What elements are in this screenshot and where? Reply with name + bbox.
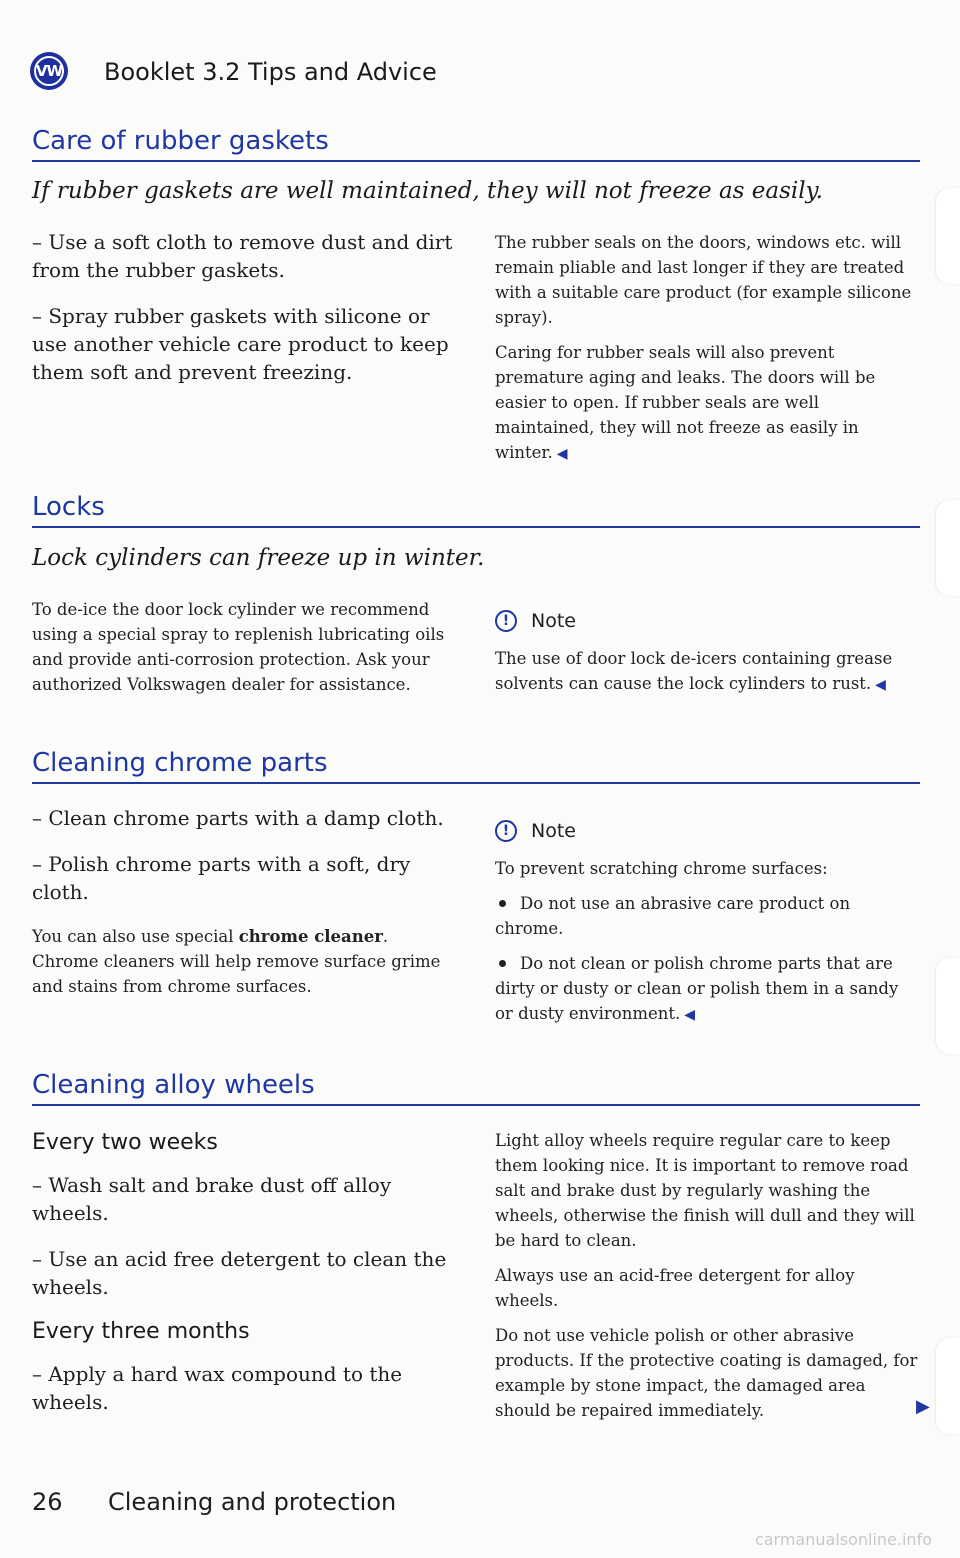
alloy-left-column (32, 1130, 457, 1434)
chrome-note (495, 820, 920, 1038)
alloy-subheading: Every three months (32, 1319, 250, 1344)
chrome-note-item: Do not use an abrasive care product on chrome. (495, 894, 851, 938)
end-marker-icon: ◀ (556, 446, 568, 462)
exclamation-circle-icon: ! (495, 610, 517, 632)
section-title-chrome: Cleaning chrome parts (32, 748, 328, 778)
chapter-title: Cleaning and protection (108, 1488, 397, 1516)
alloy-subheading: Every two weeks (32, 1130, 218, 1155)
chrome-left-column (32, 804, 457, 1009)
note-heading: ! Note (495, 820, 920, 842)
note-heading: ! Note (495, 610, 920, 632)
alloy-right-column (495, 1128, 920, 1433)
chrome-note-item: Do not clean or polish chrome parts that are dirty or dusty or clean or polish them in a sandy or dusty environment. ◀ (495, 954, 899, 1023)
chrome-bullet: – Clean chrome parts with a damp cloth. (32, 806, 444, 830)
section-title-locks: Locks (32, 492, 105, 522)
alloy-paragraph: Do not use vehicle polish or other abrasive products. If the protective coating is damaged, for example by stone impact, the damaged area should be repaired immediately. (495, 1326, 918, 1420)
section-rule (32, 782, 920, 784)
watermark: carmanualsonline.info (754, 1530, 932, 1549)
chrome-bullet: – Polish chrome parts with a soft, dry cloth. (32, 852, 411, 904)
section-rule (32, 160, 920, 162)
page-tab (936, 500, 960, 596)
booklet-header: Booklet 3.2 Tips and Advice (104, 58, 437, 86)
alloy-bullet: – Apply a hard wax compound to the wheels. (32, 1362, 403, 1414)
page-tab (936, 958, 960, 1054)
section-rule (32, 1104, 920, 1106)
gaskets-right-column (495, 230, 920, 477)
page-number: 26 (32, 1488, 63, 1516)
page-tab (936, 1338, 960, 1434)
bullet-dot-icon (499, 900, 506, 907)
locks-left-column (32, 597, 457, 707)
vw-logo-icon: VW (30, 52, 68, 90)
section-title-alloy: Cleaning alloy wheels (32, 1070, 315, 1100)
chrome-note-intro: To prevent scratching chrome surfaces: (495, 859, 828, 878)
section-title-gaskets: Care of rubber gaskets (32, 126, 329, 156)
chrome-paragraph: You can also use special chrome cleaner. Chrome cleaners will help remove surface grime and stains from chrome surfaces. (32, 927, 441, 996)
gaskets-bullet: – Spray rubber gaskets with silicone or use another vehicle care product to keep them soft and prevent freezing. (32, 304, 449, 384)
alloy-bullet: – Use an acid free detergent to clean the wheels. (32, 1247, 447, 1299)
end-marker-icon: ◀ (875, 677, 886, 693)
gaskets-left-column (32, 228, 457, 404)
gaskets-paragraph: Caring for rubber seals will also prevent premature aging and leaks. The doors will be easier to open. If rubber seals are well maintained, they will not freeze as easily in winter. ◀ (495, 343, 876, 462)
locks-paragraph: To de-ice the door lock cylinder we recommend using a special spray to replenish lubricating oils and provide anti-corrosion protection. Ask your authorized Volkswagen dealer for assistance. (32, 600, 445, 694)
continue-arrow-icon: ▶ (916, 1396, 930, 1417)
gaskets-bullet: – Use a soft cloth to remove dust and dirt from the rubber gaskets. (32, 230, 453, 282)
page-tab (936, 188, 960, 284)
locks-note (495, 610, 920, 708)
exclamation-circle-icon: ! (495, 820, 517, 842)
gaskets-paragraph: The rubber seals on the doors, windows etc. will remain pliable and last longer if they are treated with a suitable care product (for example silicone spray). (495, 233, 912, 327)
alloy-bullet: – Wash salt and brake dust off alloy wheels. (32, 1173, 392, 1225)
alloy-paragraph: Always use an acid-free detergent for alloy wheels. (495, 1266, 855, 1310)
locks-lead: Lock cylinders can freeze up in winter. (32, 545, 485, 571)
alloy-paragraph: Light alloy wheels require regular care to keep them looking nice. It is important to remove road salt and brake dust by regularly washing the wheels, otherwise the finish will dull and they will be hard to clean. (495, 1131, 915, 1250)
section-rule (32, 526, 920, 528)
end-marker-icon: ◀ (684, 1007, 696, 1023)
bullet-dot-icon (499, 960, 506, 967)
gaskets-lead: If rubber gaskets are well maintained, they will not freeze as easily. (32, 178, 823, 204)
locks-note-text: The use of door lock de-icers containing grease solvents can cause the lock cylinders to rust. ◀ (495, 649, 893, 693)
